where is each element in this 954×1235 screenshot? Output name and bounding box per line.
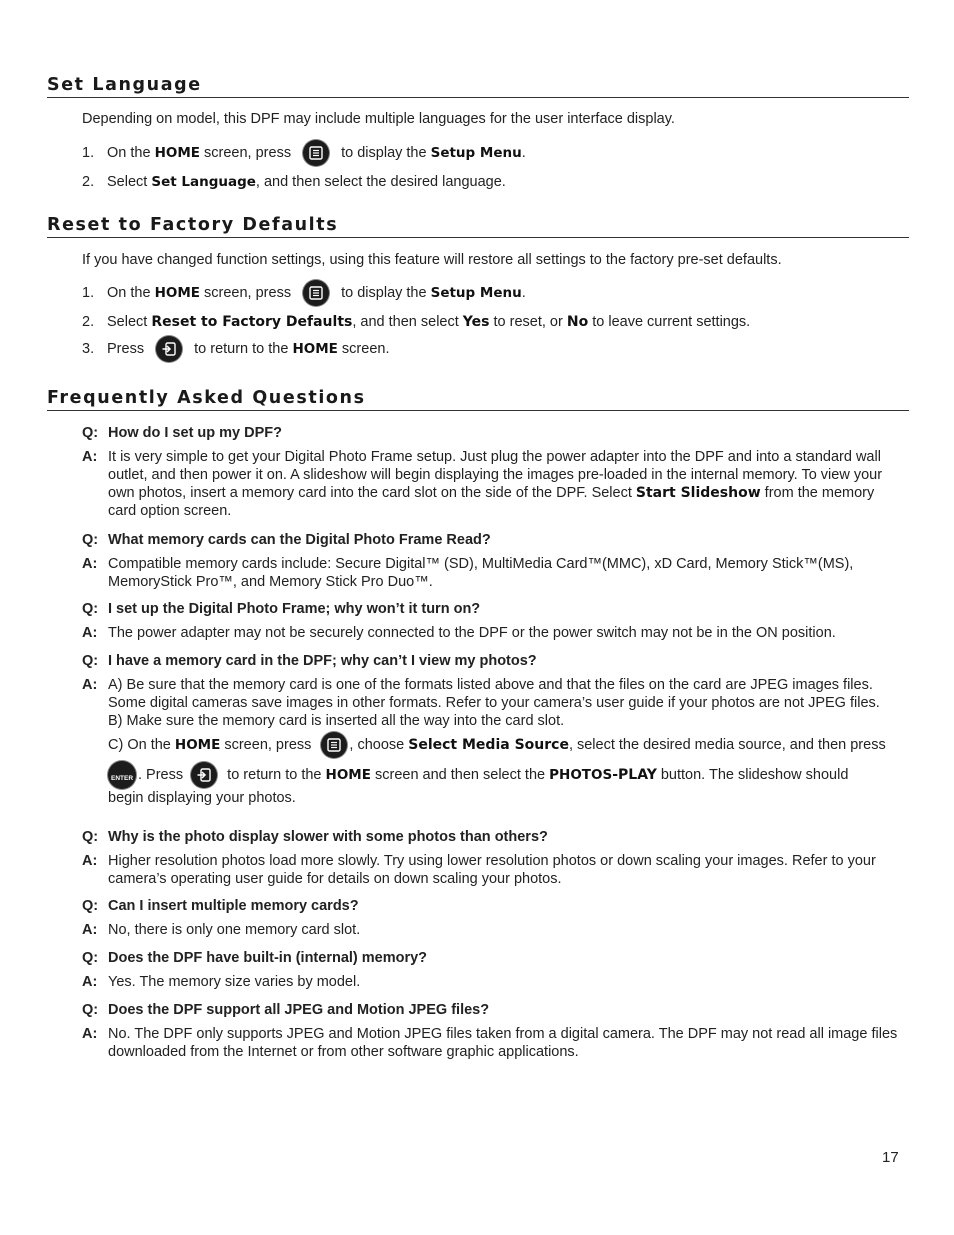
menu-icon bbox=[303, 140, 329, 166]
section-title: Frequently Asked Questions bbox=[47, 388, 366, 408]
faq-question: Q: I set up the Digital Photo Frame; why won’t it turn on? bbox=[82, 601, 481, 617]
faq-answer: A: Yes. The memory size varies by model. bbox=[82, 974, 361, 990]
step-item: 3. Press to return to the HOME screen. bbox=[82, 336, 912, 362]
faq-question: Q: Does the DPF have built-in (internal) memory? bbox=[82, 950, 428, 966]
faq-question: Q: What memory cards can the Digital Photo Frame Read? bbox=[82, 532, 491, 548]
faq-answer: A: Higher resolution photos load more slowly. Try using lower resolution photos or down scaling your images. Refer to your camera’s operating user guide for details on down scaling your photos. bbox=[82, 853, 876, 887]
enter-icon: ENTER bbox=[108, 761, 136, 789]
page-number: 17 bbox=[882, 1149, 899, 1166]
intro-text: If you have changed function settings, using this feature will restore all settings to the factory pre-set defaults. bbox=[82, 252, 782, 268]
faq-answer: A: Compatible memory cards include: Secure Digital™ (SD), MultiMedia Card™(MMC), xD Card, Memory Stick™(MS), MemoryStick Pro™, and Memory Stick Pro Duo™. bbox=[82, 556, 854, 590]
faq-answer: A: No, there is only one memory card slot. bbox=[82, 922, 361, 938]
faq-answer: A: The power adapter may not be securely connected to the DPF or the power switch may not be in the ON position. bbox=[82, 625, 836, 641]
section-faq bbox=[47, 388, 909, 411]
menu-icon bbox=[303, 280, 329, 306]
section-set-language bbox=[47, 75, 909, 98]
faq-answer: A: A) Be sure that the memory card is one of the formats listed above and that the files on the card are JPEG images files. Some digital cameras save images in other formats. Refer to your camera’s user guide if your photos are not JPEG files. B) Make sure the memory card is inserted all the way into the card slot. C) On the HOME screen, press , choose Select Media Source , select the desired media source, and then press ENTER . Press to return to the HOME screen and then select the PHOTOS -PLAY button. The slideshow should begin displaying your photos. bbox=[82, 677, 886, 806]
step-item: 1. On the HOME screen, press to display the Setup Menu . bbox=[82, 280, 912, 306]
step-item: 2. Select Set Language , and then select the desired language. bbox=[82, 174, 506, 190]
step-item: 1. On the HOME screen, press to display the Setup Menu . bbox=[82, 140, 912, 166]
section-title: Reset to Factory Defaults bbox=[47, 215, 339, 235]
faq-question: Q: Does the DPF support all JPEG and Motion JPEG files? bbox=[82, 1002, 490, 1018]
return-icon bbox=[191, 762, 217, 788]
faq-question: Q: How do I set up my DPF? bbox=[82, 425, 283, 441]
intro-text: Depending on model, this DPF may include multiple languages for the user interface display. bbox=[82, 111, 675, 127]
faq-answer: A: No. The DPF only supports JPEG and Motion JPEG files taken from a digital camera. The DPF may not read all image files downloaded from the Internet or from other software graphic applications. bbox=[82, 1026, 898, 1060]
faq-question: Q: Why is the photo display slower with some photos than others? bbox=[82, 829, 548, 845]
faq-question: Q: Can I insert multiple memory cards? bbox=[82, 898, 359, 914]
menu-icon bbox=[321, 732, 347, 758]
step-item: 2. Select Reset to Factory Defaults , and then select Yes to reset, or No to leave current settings. bbox=[82, 314, 751, 330]
section-reset-defaults bbox=[47, 215, 909, 238]
return-icon bbox=[156, 336, 182, 362]
faq-question: Q: I have a memory card in the DPF; why can’t I view my photos? bbox=[82, 653, 537, 669]
faq-answer: A: It is very simple to get your Digital Photo Frame setup. Just plug the power adapter into the DPF and into a standard wall outlet, and then power it on. A slideshow will begin displaying the images pre-loaded in the internal memory. To view your own photos, insert a memory card into the card slot on the side of the DPF. Select Start Slideshow from the memory card option screen. bbox=[82, 449, 883, 519]
section-title: Set Language bbox=[47, 75, 202, 95]
